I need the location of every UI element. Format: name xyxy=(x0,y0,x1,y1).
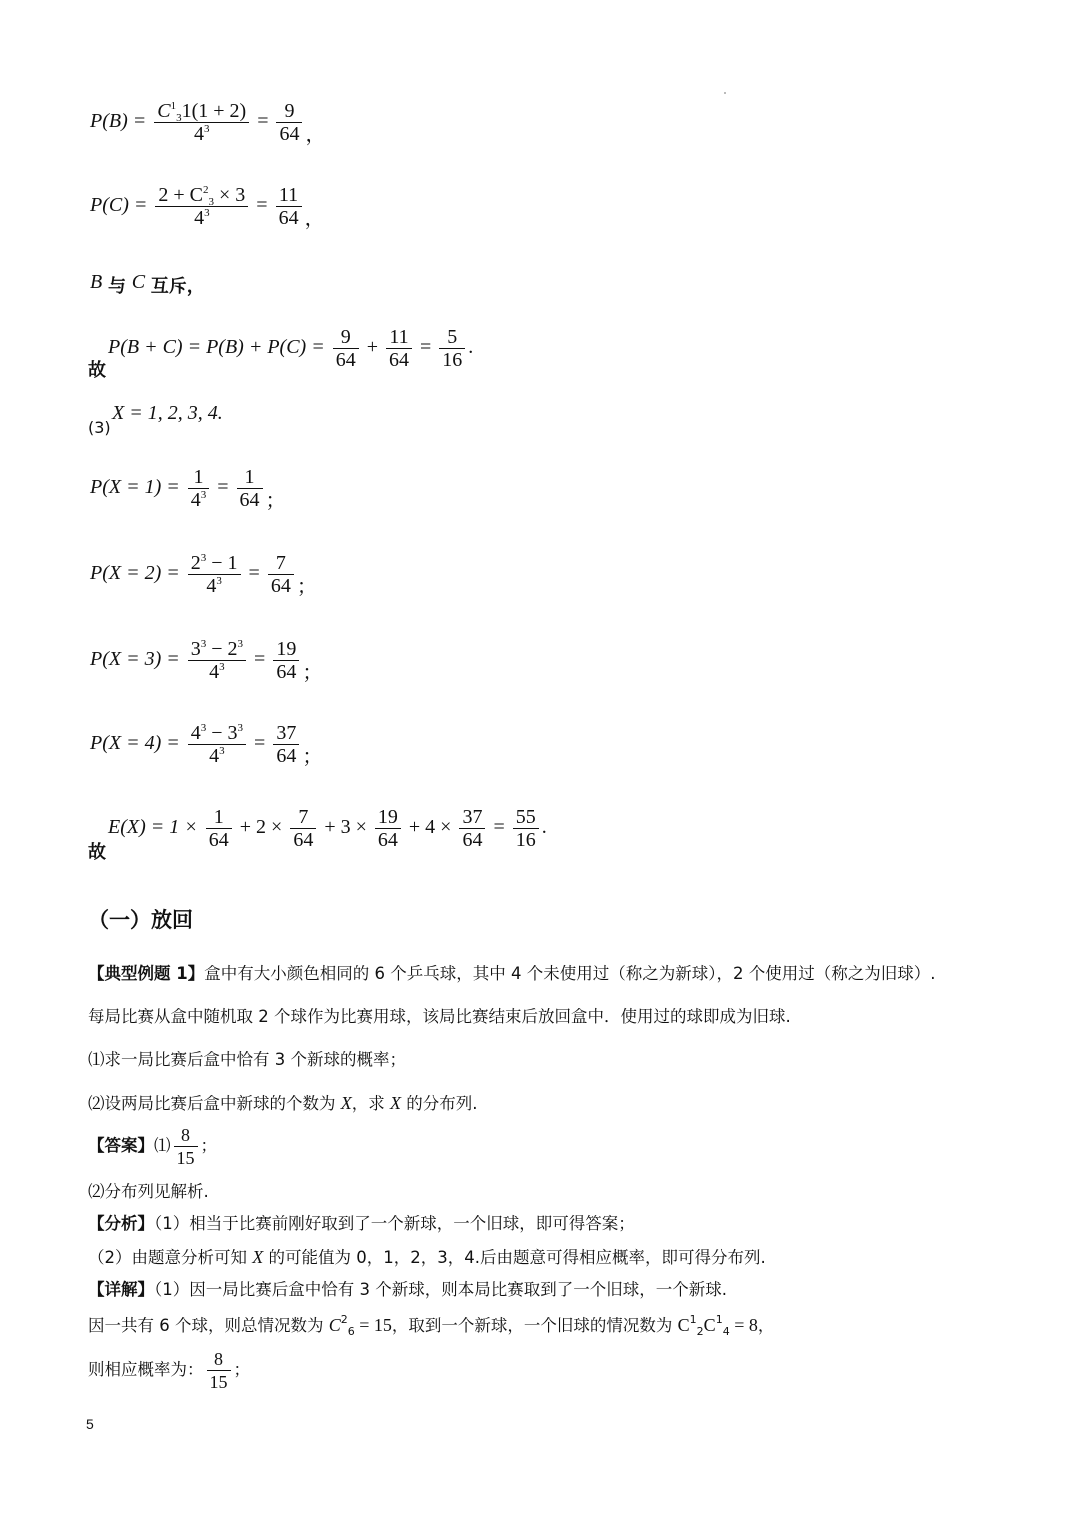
part-3-label: (3) xyxy=(88,418,111,437)
answer-line-2: ⑵分布列见解析. xyxy=(88,1182,209,1201)
detail-tag: 【详解】 xyxy=(88,1280,154,1299)
equation-p-x-1: P(X = 1) = $\frac{1}{4^3}$ = $\frac{1}{64}$ ； xyxy=(90,466,286,513)
example-tag: 【典型例题 1】 xyxy=(88,964,205,983)
question-1: ⑴求一局比赛后盒中恰有 3 个新球的概率； xyxy=(88,1050,406,1069)
detail-line-2: 因一共有 6 个球，则总情况数为 $C^2_6 = 15$，取到一个新球，一个旧球的情况数为 $C^1_2C^1_4 = 8$， xyxy=(88,1313,775,1338)
equation-p-b-plus-c: P(B + C) = P(B) + P(C) = $\frac{9}{64}$ + $\frac{11}{64}$ = $\frac{5}{16}$ . xyxy=(108,326,474,371)
example-line-1: 【典型例题 1】盒中有大小颜色相同的 6 个乒乓球，其中 4 个未使用过（称之为新球），2 个使用过（称之为旧球）. xyxy=(88,964,936,983)
scan-speck xyxy=(724,92,726,94)
p-b-lhs: P(B) = xyxy=(90,110,147,133)
question-2: ⑵设两局比赛后盒中新球的个数为 X，求 X 的分布列. xyxy=(88,1093,478,1113)
p-b-numerator: 1(1 + 2) xyxy=(181,100,247,122)
equation-p-b: P(B) = $\frac{C^1_31(1 + 2)}{4^3}$ = $\frac{9}{64}$ ， xyxy=(90,100,326,147)
x-values: X = 1, 2, 3, 4. xyxy=(112,402,223,424)
p-b-result: $\frac{9}{64}$ xyxy=(276,100,302,145)
therefore-label-1: 故 xyxy=(88,360,106,381)
p-b-denominator: 4 xyxy=(193,123,204,145)
equation-p-x-2: P(X = 2) = $\frac{2^3 - 1}{4^3}$ = $\frac{7}{64}$ ； xyxy=(90,552,317,599)
therefore-label-2: 故 xyxy=(88,842,106,863)
detail-line-3: 则相应概率为： $\frac{8}{15}$ ； xyxy=(88,1349,250,1392)
answer-tag: 【答案】 xyxy=(88,1136,154,1155)
equation-p-x-4: P(X = 4) = $\frac{4^3 - 3^3}{4^3}$ = $\frac{37}{64}$ ； xyxy=(90,722,323,769)
p-c-result: $\frac{11}{64}$ xyxy=(276,184,302,229)
section-heading: （一）放回 xyxy=(88,908,193,932)
mutually-exclusive-line: B 与 C 互斥， xyxy=(90,271,205,297)
p-c-fraction: $\frac{2 + C^2_3 \times 3}{4^3}$ xyxy=(155,184,248,229)
equation-expectation: E(X) = 1 × $\frac{1}{64}$ + 2 × $\frac{7}{64}$ + 3 × $\frac{19}{64}$ + 4 × $\frac{37}{64}$ = $\frac{55}{16}$ . xyxy=(108,806,547,851)
p-b-fraction: $\frac{C^1_31(1 + 2)}{4^3}$ xyxy=(154,100,249,145)
p-c-lhs: P(C) = xyxy=(90,194,148,217)
equation-p-x-3: P(X = 3) = $\frac{3^3 - 2^3}{4^3}$ = $\frac{19}{64}$ ； xyxy=(90,638,323,685)
analysis-line-2: （2）由题意分析可知 X 的可能值为 0，1，2，3，4.后由题意可得相应概率，即可得分布列. xyxy=(88,1247,766,1267)
page-number: 5 xyxy=(86,1416,94,1432)
equation-p-c: P(C) = $\frac{2 + C^2_3 \times 3}{4^3}$ = $\frac{11}{64}$ ， xyxy=(90,184,325,231)
detail-line-1: 【详解】（1）因一局比赛后盒中恰有 3 个新球，则本局比赛取到了一个旧球，一个新球. xyxy=(88,1280,727,1299)
p-b-equals: = xyxy=(257,110,269,133)
analysis-tag: 【分析】 xyxy=(88,1214,154,1233)
answer-line-1: 【答案】⑴ $\frac{8}{15}$ ； xyxy=(88,1125,217,1168)
analysis-line-1: 【分析】（1）相当于比赛前刚好取到了一个新球，一个旧球，即可得答案； xyxy=(88,1214,635,1233)
example-line-2: 每局比赛从盒中随机取 2 个球作为比赛用球，该局比赛结束后放回盒中．使用过的球即成为旧球. xyxy=(88,1007,791,1026)
